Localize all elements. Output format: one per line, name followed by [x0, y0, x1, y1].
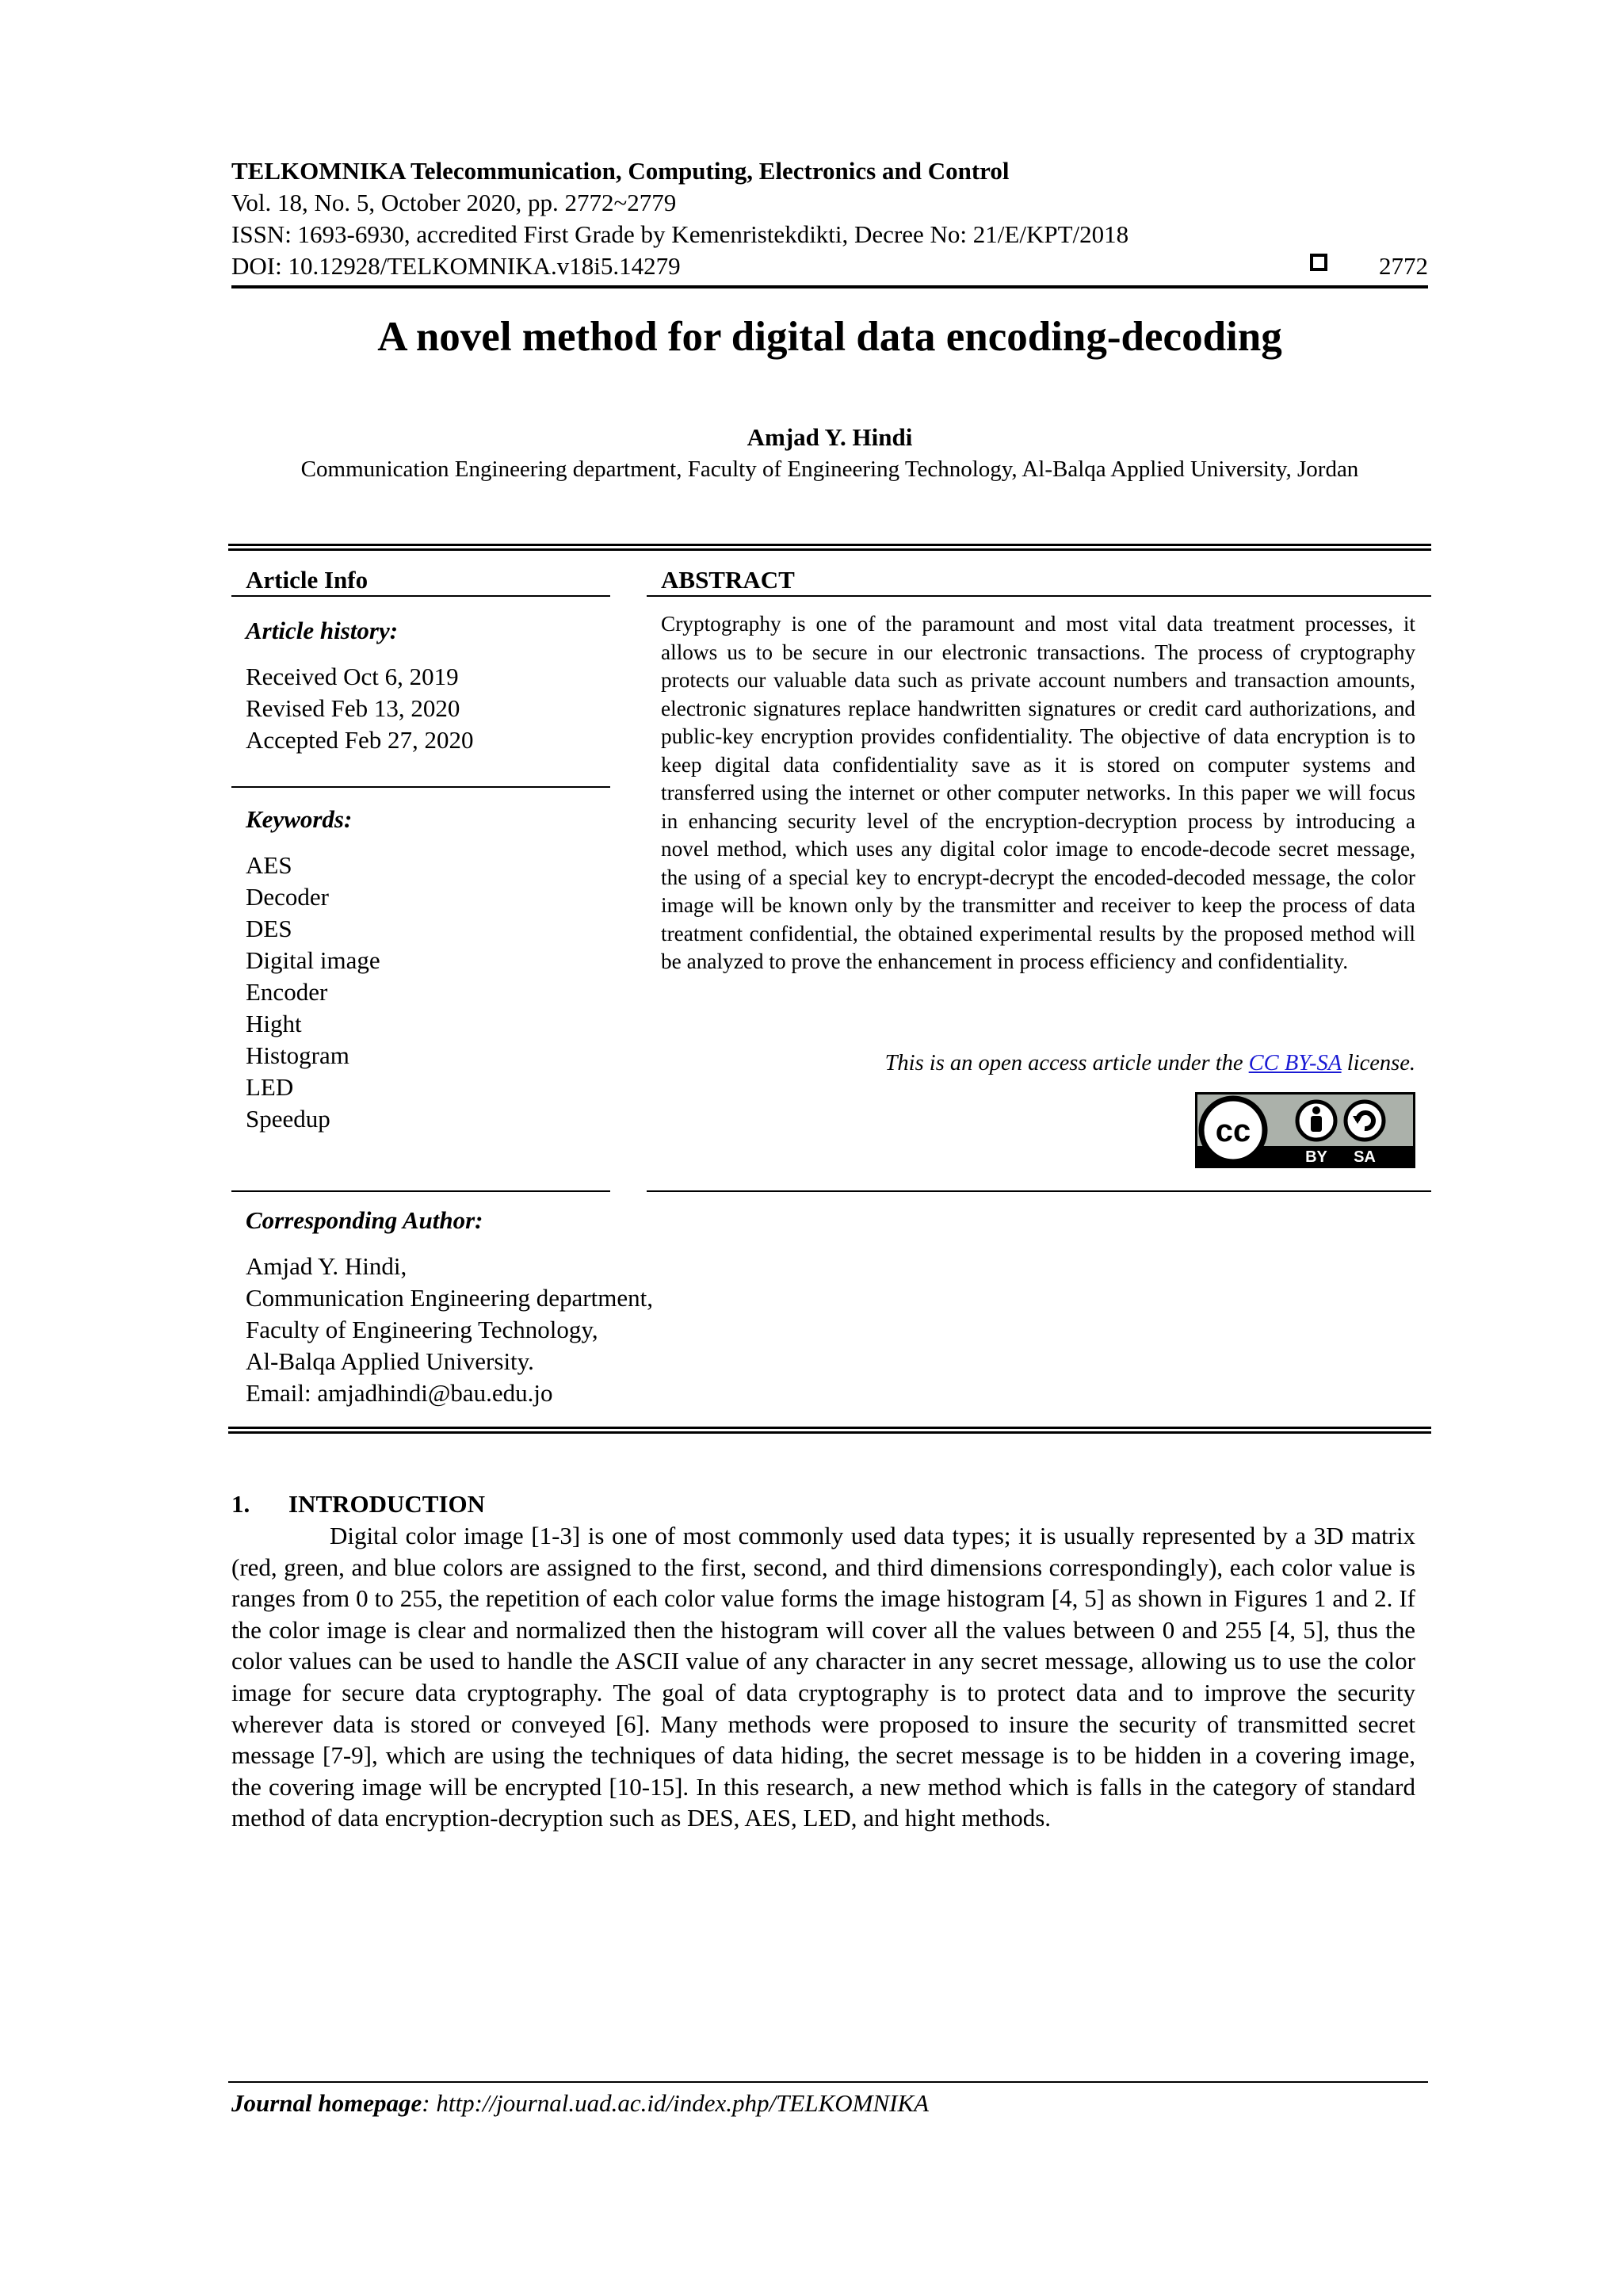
license-prefix: This is an open access article under the	[884, 1051, 1243, 1075]
info-bottom-rule	[228, 1427, 1431, 1429]
info-top-rule-2	[228, 548, 1431, 551]
page-number: 2772	[1379, 252, 1428, 280]
corresponding-name: Amjad Y. Hindi,	[246, 1252, 407, 1280]
corresponding-email: Email: amjadhindi@bau.edu.jo	[246, 1379, 553, 1407]
article-history-list	[246, 661, 474, 756]
journal-homepage-link[interactable]: : http://journal.uad.ac.id/index.php/TELKOMNIKA	[422, 2089, 930, 2117]
history-revised: Revised Feb 13, 2020	[246, 694, 460, 722]
info-top-rule	[228, 544, 1431, 546]
cc-icon	[1201, 1098, 1265, 1162]
section-number: 1.	[231, 1490, 250, 1518]
journal-volume: Vol. 18, No. 5, October 2020, pp. 2772~2779	[231, 189, 677, 216]
cc-text: cc	[1215, 1114, 1251, 1148]
corresponding-faculty: Faculty of Engineering Technology,	[246, 1316, 598, 1343]
corresponding-heading: Corresponding Author:	[246, 1206, 483, 1234]
author-name: Amjad Y. Hindi	[747, 423, 913, 451]
keyword-item: DES	[246, 915, 292, 942]
history-received: Received Oct 6, 2019	[246, 663, 459, 690]
footer-label: Journal homepage	[231, 2089, 422, 2117]
cc-by-sa-link[interactable]: CC BY-SA	[1248, 1051, 1342, 1075]
keyword-item: Histogram	[246, 1041, 349, 1069]
license-line	[661, 1048, 1415, 1079]
introduction-text: Digital color image [1-3] is one of most commonly used data types; it is usually represented by a 3D matrix (red, green, and blue colors are assigned to the first, second, and third dimensions correspondingly), each color value is ranges from 0 to 255, the repetition of each color value forms the image histogram [4, 5] as shown in Figures 1 and 2. If the color image is clear and normalized then the histogram will cover all the values between 0 and 255 [4, 5], thus the color values can be used to handle the ASCII value of any character in any secret message, allowing us to use the color image for secure data cryptography. The goal of data cryptography is to protect data and to improve the security wherever data is stored or conveyed [6]. Many methods were proposed to insure the security of transmitted secret message [7-9], which are using the techniques of data hiding, the secret message is to be hidden in a covering image, the covering image will be encrypted [10-15]. In this research, a new method which is falls in the category of standard method of data encryption-decryption such as DES, AES, LED, and hight methods.	[231, 1522, 1415, 1832]
keyword-item: Encoder	[246, 978, 328, 1006]
sa-label: SA	[1354, 1148, 1376, 1166]
keyword-item: AES	[246, 851, 292, 879]
paper-title: A novel method for digital data encoding-decoding	[377, 314, 1282, 360]
abstract-heading: ABSTRACT	[661, 566, 795, 594]
info-bottom-rule-2	[228, 1431, 1431, 1434]
journal-doi: DOI: 10.12928/TELKOMNIKA.v18i5.14279	[231, 252, 681, 280]
corresponding-block	[246, 1251, 653, 1409]
keyword-item: Decoder	[246, 883, 329, 911]
keywords-list	[246, 850, 380, 1135]
article-history-heading: Article history:	[246, 617, 399, 644]
corresponding-university: Al-Balqa Applied University.	[246, 1347, 534, 1375]
abstract-text: Cryptography is one of the paramount and most vital data treatment processes, it allows us to be secure in our electronic transactions. The process of cryptography protects our valuable data such as private account numbers and transaction amounts, electronic signatures replace handwritten signatures or credit card authorizations, and public-key encryption provides confidentiality. The objective of data encryption is to keep digital data confidentiality save as it is stored on computer systems and transferred using the internet or other computer networks. In this paper we will focus in enhancing security level of the encryption-decryption process by introducing a novel method, which uses any digital color image to encode-decode secret message, the using of a special key to encrypt-decrypt the encoded-decoded message, the color image will be known only by the transmitter and receiver to keep the process of data treatment confidential, the obtained experimental results by the proposed method will be analyzed to prove the enhancement in process efficiency and confidentiality.	[661, 612, 1415, 973]
corresponding-department: Communication Engineering department,	[246, 1284, 653, 1312]
keyword-item: Hight	[246, 1010, 302, 1037]
author-affiliation: Communication Engineering department, Faculty of Engineering Technology, Al-Balqa Applied University, Jordan	[300, 457, 1359, 482]
footer	[231, 2088, 929, 2119]
header-rule	[231, 285, 1428, 288]
by-label: BY	[1305, 1148, 1327, 1166]
journal-name: TELKOMNIKA Telecommunication, Computing, Electronics and Control	[231, 157, 1010, 185]
share-alike-icon	[1346, 1102, 1384, 1140]
cc-by-sa-badge[interactable]	[1195, 1092, 1415, 1168]
keyword-item: Speedup	[246, 1105, 330, 1133]
abstract-bottom-rule	[647, 1190, 1431, 1192]
journal-issn: ISSN: 1693-6930, accredited First Grade by Kemenristekdikti, Decree No: 21/E/KPT/2018	[231, 220, 1129, 248]
history-rule	[231, 786, 610, 788]
keywords-heading: Keywords:	[246, 805, 353, 833]
introduction-heading	[231, 1488, 485, 1520]
keywords-rule	[231, 1190, 610, 1192]
article-info-rule	[231, 595, 610, 597]
license-suffix: license.	[1346, 1051, 1415, 1075]
article-info-heading: Article Info	[246, 566, 369, 594]
abstract-rule	[647, 595, 1431, 597]
attribution-person-icon	[1297, 1102, 1335, 1140]
keyword-item: Digital image	[246, 946, 380, 974]
checkbox-square-icon	[1310, 254, 1327, 271]
history-accepted: Accepted Feb 27, 2020	[246, 726, 474, 754]
footer-rule	[228, 2081, 1428, 2083]
section-title: INTRODUCTION	[288, 1490, 486, 1518]
keyword-item: LED	[246, 1073, 294, 1101]
